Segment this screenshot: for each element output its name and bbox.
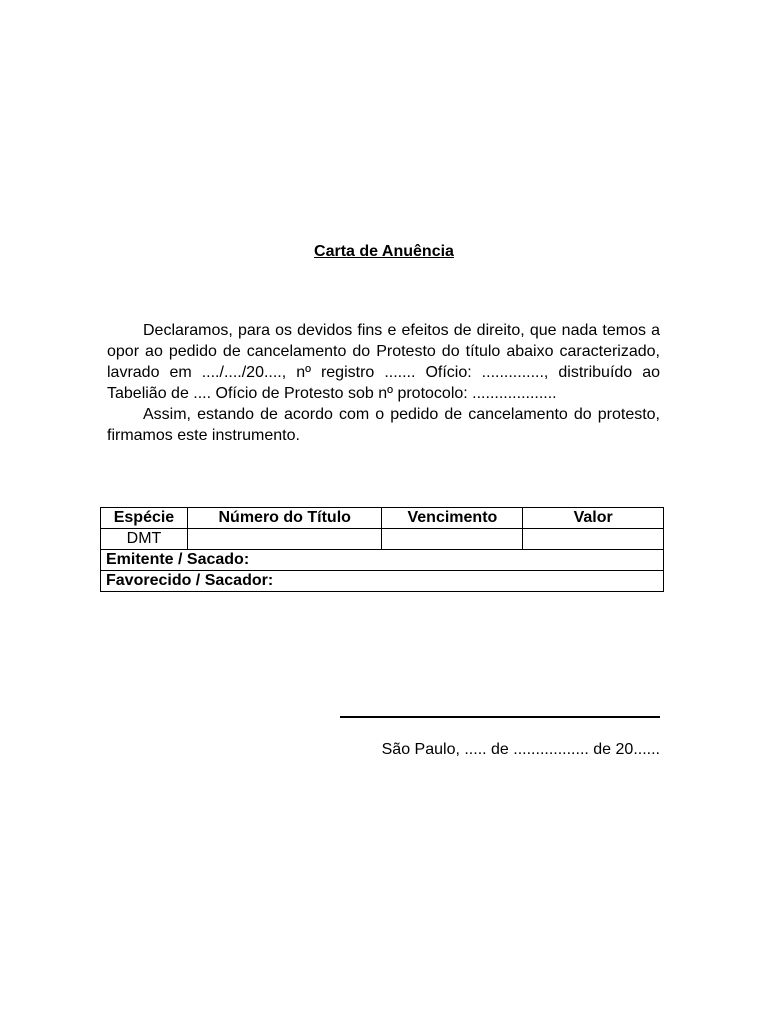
favorecido-row [101, 571, 664, 592]
emitente-label: Emitente / Sacado: [101, 550, 664, 571]
declaration-paragraph: Declaramos, para os devidos fins e efeitos de direito, que nada temos a opor ao pedido de cancelamento do Protesto do título abaixo caracterizado, lavrado em ..../..../20...., nº registro ....... Ofício: .............., distribuído ao Tabelião de .... Ofício de Protesto sob nº protocolo: ................... [107, 322, 660, 402]
table-header-row [101, 508, 664, 529]
header-valor: Valor [523, 508, 664, 529]
agreement-paragraph: Assim, estando de acordo com o pedido de cancelamento do protesto, firmamos este instrumento. [107, 406, 660, 444]
table-row [101, 529, 664, 550]
emitente-row [101, 550, 664, 571]
header-especie: Espécie [101, 508, 188, 529]
header-numero-titulo: Número do Título [187, 508, 382, 529]
cell-numero-titulo [187, 529, 382, 550]
declaration-text [107, 320, 660, 446]
title-details-table [100, 507, 664, 592]
cell-vencimento [382, 529, 523, 550]
header-vencimento: Vencimento [382, 508, 523, 529]
place-date: São Paulo, ..... de ................. de 20...... [381, 741, 660, 758]
cell-especie: DMT [101, 529, 188, 550]
cell-valor [523, 529, 664, 550]
signature-line [340, 716, 660, 718]
favorecido-label: Favorecido / Sacador: [101, 571, 664, 592]
document-title: Carta de Anuência [314, 243, 454, 260]
